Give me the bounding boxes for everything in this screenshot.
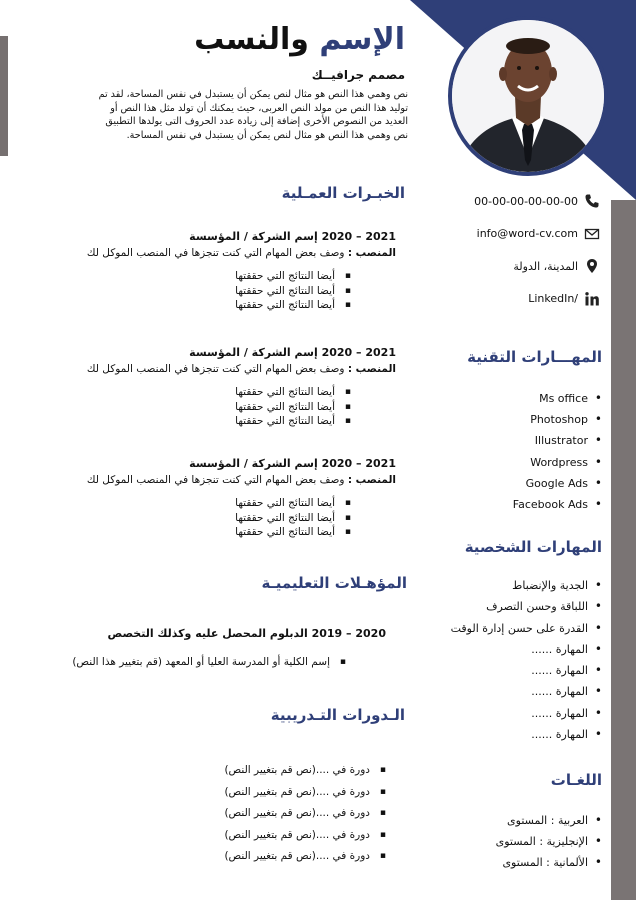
languages-list (420, 810, 602, 873)
role-label: المنصب : (347, 247, 396, 259)
experience-period: 2021 – 2020 إسم الشركة / المؤسسة (189, 457, 396, 470)
contact-block (420, 193, 600, 323)
tech-skills-list (420, 388, 602, 515)
language-item: • العربية : المستوى (420, 810, 602, 831)
language-item: • الألمانية : المستوى (420, 852, 602, 873)
email-icon (584, 226, 600, 242)
contact-linkedin (420, 291, 600, 307)
last-name: والنسب (194, 22, 309, 57)
linkedin-icon (584, 291, 600, 307)
soft-skills-heading: المهارات الشخصية (464, 538, 602, 556)
role-description: وصف بعض المهام التي كنت تنجزها في المنصب الموكل لك (86, 474, 345, 486)
soft-skill-item: • المهارة ...... (420, 724, 602, 745)
course-item: ▪ دورة في ....(نص قم بتغيير النص) (40, 760, 386, 782)
tech-skill-item: • Google Ads (420, 473, 602, 494)
results-list (40, 496, 351, 540)
experience-item (40, 345, 396, 429)
full-name (194, 22, 405, 57)
languages-heading: اللغـات (550, 771, 602, 789)
results-list (40, 269, 351, 313)
soft-skill-item: • المهارة ...... (420, 660, 602, 681)
role-label: المنصب : (347, 363, 396, 375)
linkedin-text: LinkedIn/ (528, 292, 578, 305)
result-item: ▪ أيضا النتائج التي حققتها (40, 525, 351, 540)
course-item: ▪ دورة في ....(نص قم بتغيير النص) (40, 825, 386, 847)
tech-skill-item: • Wordpress (420, 452, 602, 473)
role-description: وصف بعض المهام التي كنت تنجزها في المنصب الموكل لك (86, 363, 345, 375)
profile-photo (448, 16, 608, 176)
phone-icon (584, 193, 600, 209)
course-item: ▪ دورة في ....(نص قم بتغيير النص) (40, 846, 386, 868)
results-list (40, 385, 351, 429)
courses-heading: الـدورات التـدريبية (270, 706, 405, 724)
soft-skills-list (420, 575, 602, 745)
experience-item (40, 456, 396, 540)
experience-role (40, 472, 396, 488)
contact-phone (420, 193, 600, 209)
address-text: المدينة، الدولة (513, 259, 578, 273)
result-item: ▪ أيضا النتائج التي حققتها (40, 284, 351, 299)
result-item: ▪ أيضا النتائج التي حققتها (40, 511, 351, 526)
tech-skill-item: • Illustrator (420, 430, 602, 451)
soft-skill-item: • الجدية والإنضباط (420, 575, 602, 596)
experience-role (40, 361, 396, 377)
result-item: ▪ أيضا النتائج التي حققتها (40, 269, 351, 284)
experience-heading: الخبـرات العمـلية (281, 184, 405, 202)
experience-period: 2021 – 2020 إسم الشركة / المؤسسة (189, 230, 396, 243)
role-label: المنصب : (347, 474, 396, 486)
education-heading: المؤهـلات التعليميـة (261, 574, 407, 592)
soft-skill-item: • اللباقة وحسن التصرف (420, 596, 602, 617)
profile-photo-illustration (452, 20, 604, 172)
experience-item (40, 229, 396, 313)
role-description: وصف بعض المهام التي كنت تنجزها في المنصب الموكل لك (86, 247, 345, 259)
education-school: ▪ إسم الكلية أو المدرسة العليا أو المعهد (قم بتغيير هذا النص) (40, 654, 346, 670)
result-item: ▪ أيضا النتائج التي حققتها (40, 496, 351, 511)
course-item: ▪ دورة في ....(نص قم بتغيير النص) (40, 782, 386, 804)
soft-skill-item: • المهارة ...... (420, 681, 602, 702)
education-item (40, 626, 386, 670)
tech-skills-heading: المهـــارات التقنية (467, 348, 602, 366)
course-item: ▪ دورة في ....(نص قم بتغيير النص) (40, 803, 386, 825)
result-item: ▪ أيضا النتائج التي حققتها (40, 400, 351, 415)
phone-number: 00-00-00-00-00-00 (474, 194, 578, 208)
education-degree: 2020 – 2019 الدبلوم المحصل عليه وكذلك التخصص (107, 627, 386, 640)
soft-skill-item: • المهارة ...... (420, 703, 602, 724)
tech-skill-item: • Photoshop (420, 409, 602, 430)
result-item: ▪ أيضا النتائج التي حققتها (40, 385, 351, 400)
language-item: • الإنجليزية : المستوى (420, 831, 602, 852)
contact-email (420, 226, 600, 242)
experience-period: 2021 – 2020 إسم الشركة / المؤسسة (189, 346, 396, 359)
profile-summary: نص وهمي هذا النص هو مثال لنص يمكن أن يستبدل في نفس المساحة، لقد تم توليد هذا النص من مولد النص العربى، حيث يمكنك أن تولد مثل هذا النص أو العديد من النصوص الأخرى إضافة إلى زيادة عدد الحروف التى يولدها التطبيق نص وهمي هذا النص هو مثال لنص يمكن أن يستبدل في نفس المساحة. (98, 89, 408, 141)
result-item: ▪ أيضا النتائج التي حققتها (40, 298, 351, 313)
tech-skill-item: • Ms office (420, 388, 602, 409)
courses-list (40, 760, 386, 868)
experience-role (40, 245, 396, 261)
result-item: ▪ أيضا النتائج التي حققتها (40, 414, 351, 429)
location-icon (584, 258, 600, 274)
tech-skill-item: • Facebook Ads (420, 494, 602, 515)
side-strip-decoration (611, 200, 636, 900)
job-title: مصمم جرافيــك (311, 68, 405, 82)
soft-skill-item: • القدرة على حسن إدارة الوقت (420, 618, 602, 639)
contact-address (420, 258, 600, 274)
first-name: الإسم (319, 22, 405, 57)
email-address: info@word-cv.com (476, 227, 578, 240)
left-strip-decoration (0, 36, 8, 156)
soft-skill-item: • المهارة ...... (420, 639, 602, 660)
